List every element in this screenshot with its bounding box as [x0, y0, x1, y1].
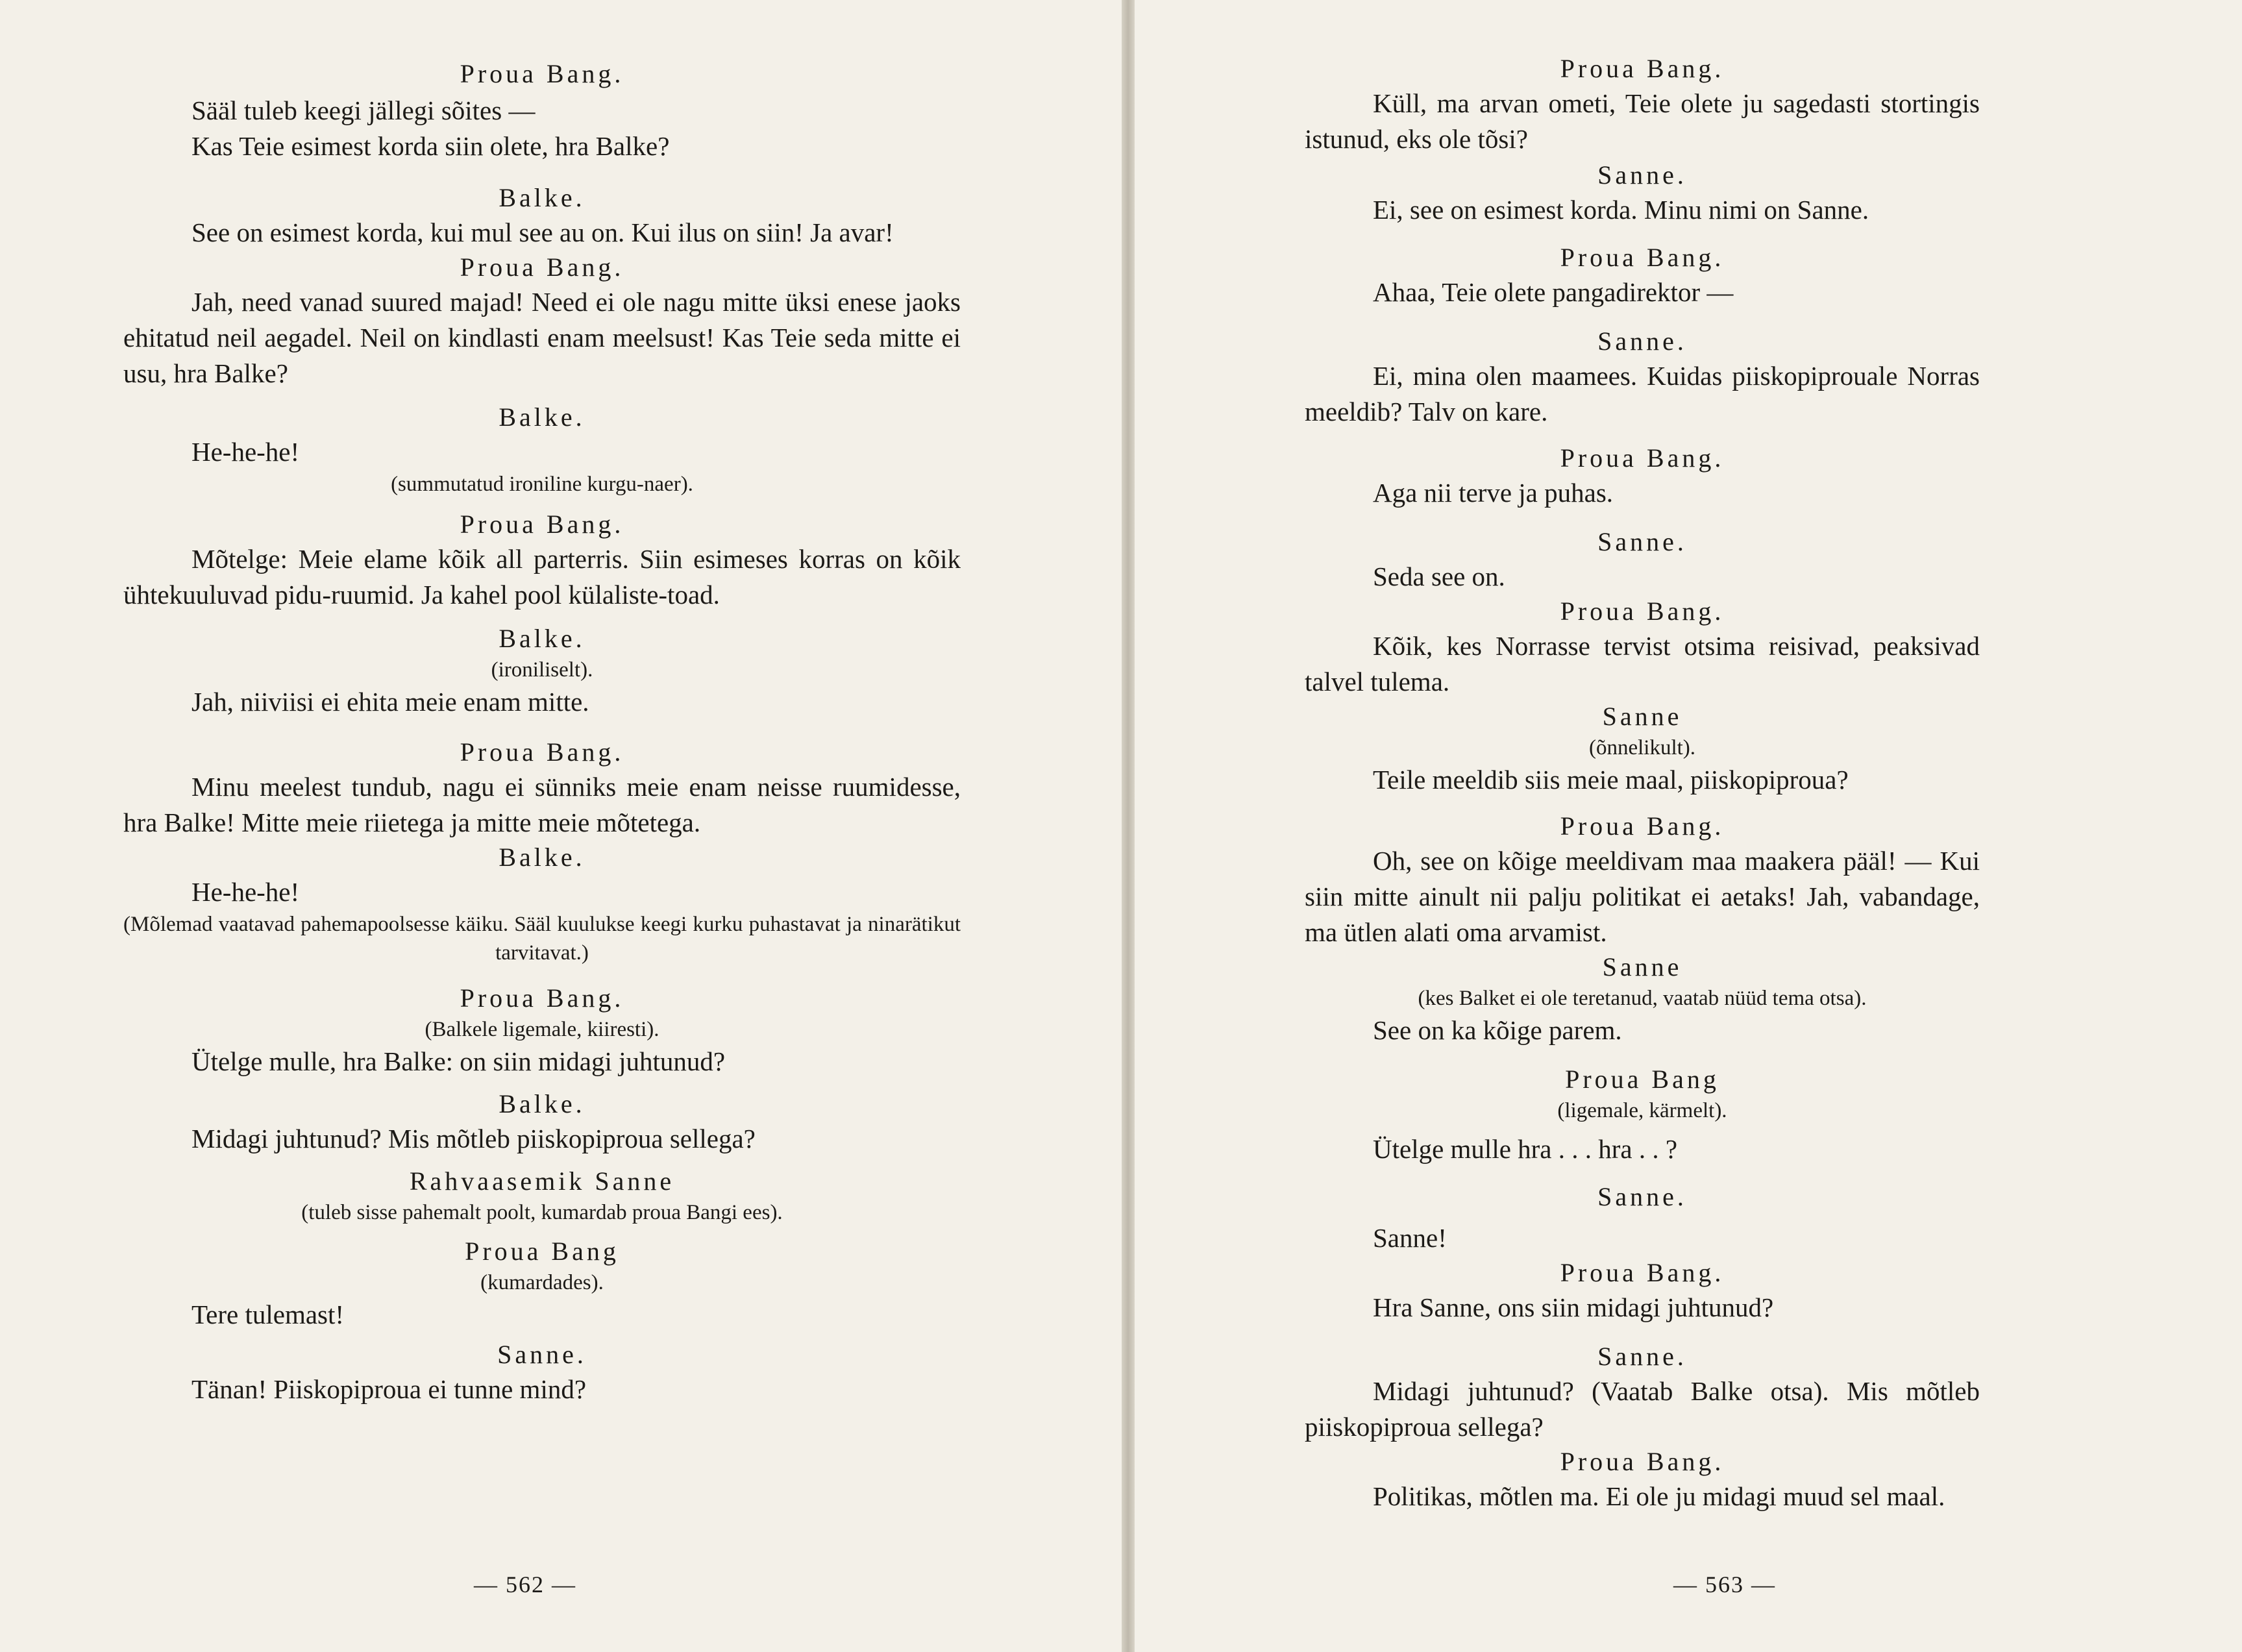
speaker-name: Balke. [499, 183, 585, 212]
dialogue-line: Ahaa, Teie olete pangadirektor — [1373, 277, 1734, 307]
speaker-name: Sanne [1602, 702, 1682, 731]
speaker-name: Proua Bang. [1560, 597, 1725, 626]
dialogue-line: Ütelge mulle, hra Balke: on siin midagi juhtunud? [191, 1046, 726, 1076]
speaker-name: Sanne. [1597, 527, 1687, 556]
dialogue-line: Tänan! Piiskopiproua ei tunne mind? [191, 1374, 587, 1404]
dialogue-line: See on ka kõige parem. [1373, 1015, 1622, 1045]
speaker-name: Balke. [499, 624, 585, 653]
dialogue-line: Kõik, kes Norrasse tervist otsima reisivad, peaksivad talvel tulema. [1305, 631, 1980, 697]
dialogue-line: Mõtelge: Meie elame kõik all parterris. Siin esimeses korras on kõik ühtekuuluvad pidu-ruumid. Ja kahel pool külaliste-toad. [123, 544, 961, 610]
dialogue-line: Ei, mina olen maamees. Kuidas piiskopiprouale Norras meeldib? Talv on kare. [1305, 361, 1980, 426]
speaker-name: Sanne. [1597, 160, 1687, 190]
speaker-name: Proua Bang. [460, 983, 624, 1013]
page-number: — 562 — [474, 1572, 576, 1597]
dialogue-line: He-he-he! [191, 437, 300, 467]
speaker-name: Sanne [1602, 952, 1682, 981]
stage-direction: (tuleb sisse pahemalt poolt, kumardab proua Bangi ees). [301, 1201, 783, 1224]
dialogue-line: See on esimest korda, kui mul see au on. Kui ilus on siin! Ja avar! [191, 217, 894, 247]
book-gutter [1122, 0, 1135, 1652]
page-number: — 563 — [1673, 1572, 1776, 1597]
dialogue-line: Oh, see on kõige meeldivam maa maakera pääl! — Kui siin mitte ainult nii palju politikat ei aetaks! Jah, vabandage, ma ütlen alati oma arvamist. [1305, 846, 1980, 947]
speaker-name: Sanne. [497, 1340, 587, 1369]
speaker-name: Proua Bang [465, 1237, 619, 1266]
left-text-block [123, 57, 961, 1407]
stage-direction: (ligemale, kärmelt). [1557, 1099, 1727, 1122]
speaker-name: Proua Bang. [1560, 811, 1725, 841]
dialogue-line: Midagi juhtunud? Mis mõtleb piiskopiproua sellega? [191, 1124, 756, 1153]
stage-direction: (õnnelikult). [1588, 736, 1696, 759]
speaker-name: Balke. [499, 843, 585, 872]
dialogue-line: Aga nii terve ja puhas. [1373, 478, 1614, 508]
dialogue-line: Sanne! [1373, 1223, 1447, 1253]
stage-direction: (kes Balket ei ole teretanud, vaatab nüüd tema otsa). [1418, 987, 1867, 1010]
dialogue-line: He-he-he! [191, 877, 300, 907]
speaker-name: Proua Bang. [1560, 54, 1725, 83]
speaker-name: Proua Bang. [1560, 1447, 1725, 1476]
speaker-name: Balke. [499, 1089, 585, 1118]
stage-direction: (kumardades). [480, 1271, 604, 1294]
speaker-name: Proua Bang [1565, 1065, 1719, 1094]
speaker-name: Sanne. [1597, 1182, 1687, 1211]
dialogue-line: Minu meelest tundub, nagu ei sünniks meie enam neisse ruumidesse, hra Balke! Mitte meie riietega ja mitte meie mõtetega. [123, 772, 961, 837]
dialogue-line: Jah, niiviisi ei ehita meie enam mitte. [191, 687, 589, 717]
speaker-name: Proua Bang. [1560, 443, 1725, 473]
dialogue-line: Ütelge mulle hra . . . hra . . ? [1373, 1134, 1678, 1164]
stage-direction: (summutatud ironiline kurgu-naer). [391, 473, 693, 496]
speaker-name: Balke. [499, 402, 585, 432]
speaker-name: Proua Bang. [460, 510, 624, 539]
speaker-name: Proua Bang. [460, 59, 624, 88]
speaker-name: Proua Bang. [1560, 1258, 1725, 1287]
right-page [1135, 0, 2242, 1652]
speaker-name: Sanne. [1597, 1342, 1687, 1371]
speaker-name: Sanne. [1597, 327, 1687, 356]
dialogue-line: Jah, need vanad suured majad! Need ei ole nagu mitte üksi enese jaoks ehitatud neil aegadel. Neil on kindlasti enam meelsust! Kas Teie seda mitte ei usu, hra Balke? [123, 287, 961, 388]
speaker-name: Proua Bang. [460, 253, 624, 282]
speaker-name: Proua Bang. [460, 737, 624, 767]
dialogue-line: Sääl tuleb keegi jällegi sõites — [191, 95, 536, 125]
dialogue-line: Teile meeldib siis meie maal, piiskopiproua? [1373, 765, 1849, 795]
dialogue-line: Seda see on. [1373, 561, 1505, 591]
speaker-name: Rahvaasemik Sanne [409, 1166, 675, 1196]
stage-direction: (Mõlemad vaatavad pahemapoolsesse käiku. Sääl kuulukse keegi kurku puhastavat ja ninarätikut tarvitavat.) [123, 913, 961, 965]
speaker-name: Proua Bang. [1560, 243, 1725, 272]
dialogue-line: Tere tulemast! [191, 1300, 345, 1329]
dialogue-line: Küll, ma arvan ometi, Teie olete ju sagedasti stortingis istunud, eks ole tõsi? [1305, 88, 1980, 154]
dialogue-line: Kas Teie esimest korda siin olete, hra Balke? [191, 131, 670, 161]
right-text-block [1305, 52, 1980, 1514]
stage-direction: (ironiliselt). [491, 658, 593, 682]
stage-direction: (Balkele ligemale, kiiresti). [425, 1018, 659, 1041]
dialogue-line: Hra Sanne, ons siin midagi juhtunud? [1373, 1292, 1774, 1322]
dialogue-line: Politikas, mõtlen ma. Ei ole ju midagi muud sel maal. [1373, 1481, 1945, 1511]
dialogue-line: Ei, see on esimest korda. Minu nimi on Sanne. [1373, 195, 1869, 225]
dialogue-line: Midagi juhtunud? (Vaatab Balke otsa). Mis mõtleb piiskopiproua sellega? [1305, 1376, 1980, 1442]
